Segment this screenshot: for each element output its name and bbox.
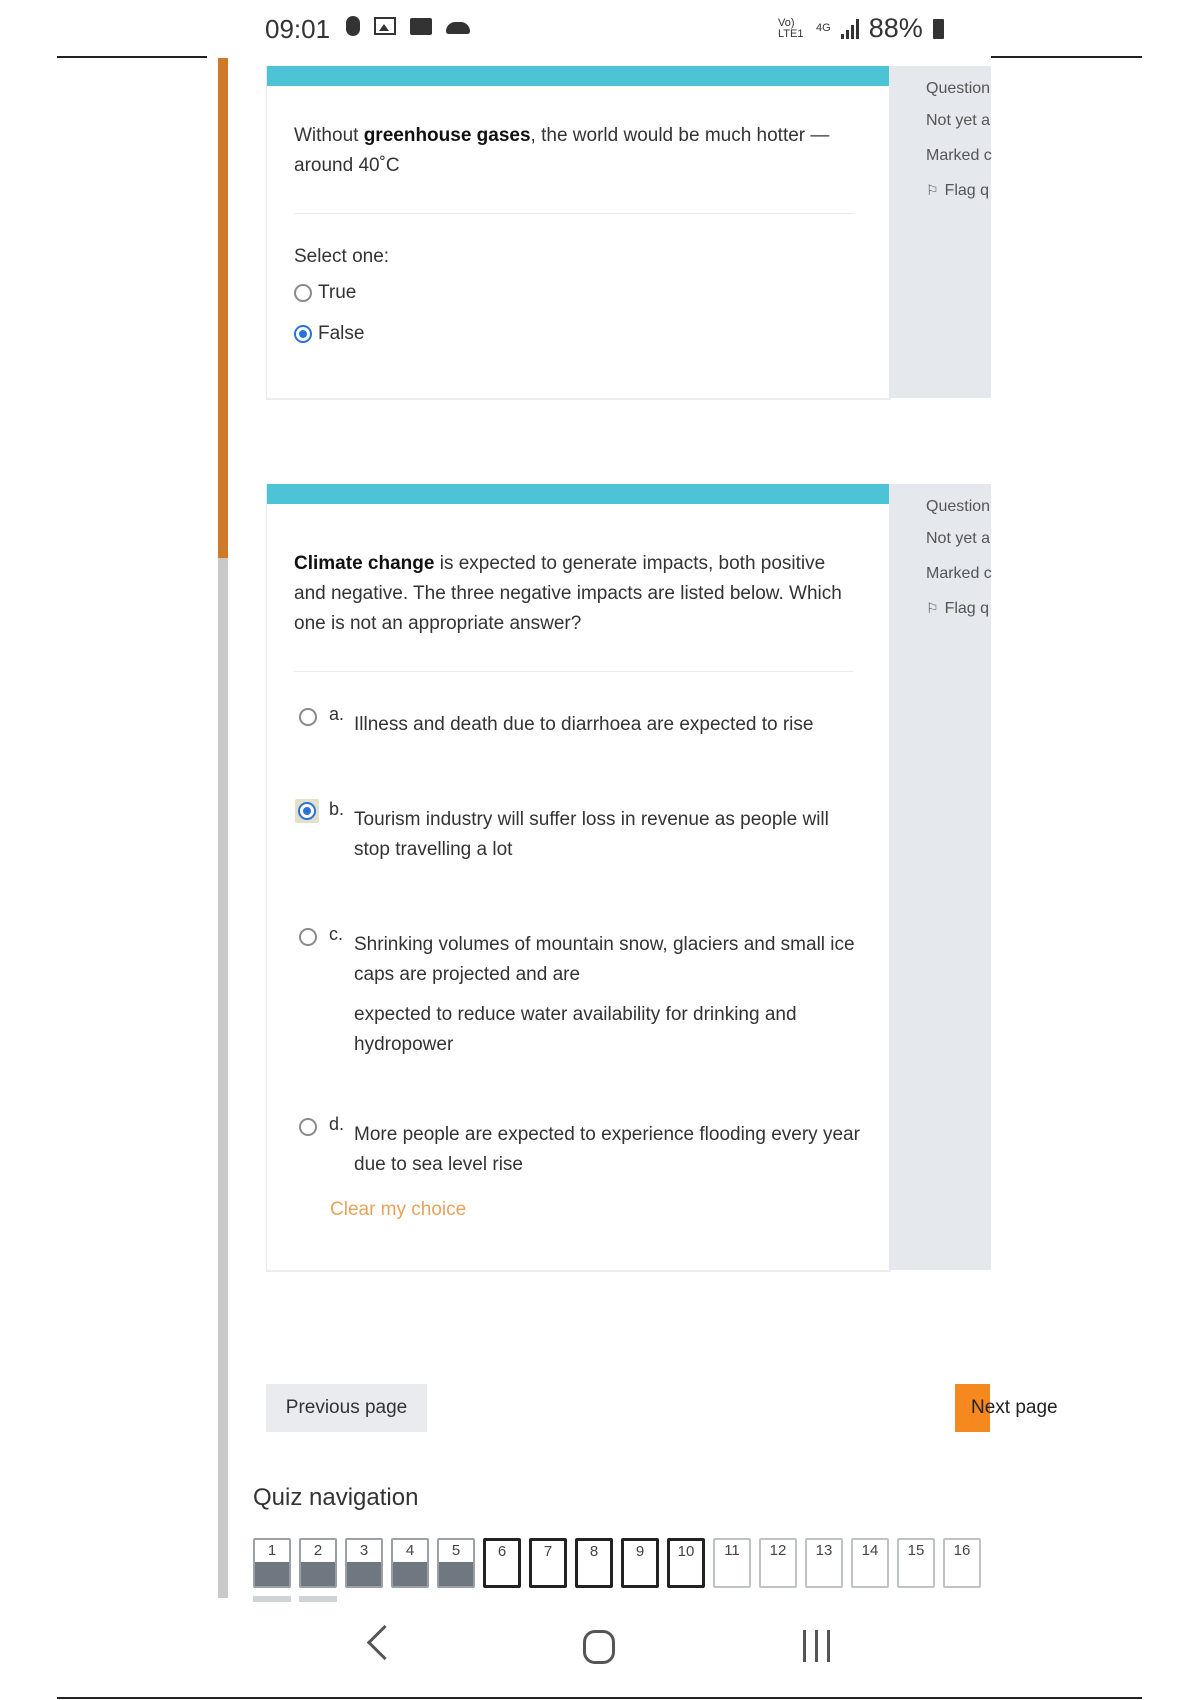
quiz-nav-number: 10 bbox=[677, 1543, 695, 1560]
question-card-1 bbox=[266, 66, 891, 400]
question-state: Not yet a bbox=[926, 530, 991, 547]
previous-page-button[interactable]: Previous page bbox=[266, 1384, 427, 1432]
signal-icon bbox=[841, 19, 859, 39]
answer-text: Shrinking volumes of mountain snow, glaciers and small ice caps are projected and are expected to reduce water availability for drinking and hydropower bbox=[354, 934, 855, 1055]
quiz-nav-question-14[interactable] bbox=[851, 1538, 889, 1588]
quiz-nav-number: 14 bbox=[861, 1542, 879, 1559]
cloud-icon bbox=[446, 22, 470, 34]
clock-time: 09:01 bbox=[265, 14, 331, 44]
notification-icons bbox=[346, 16, 470, 36]
answer-b[interactable] bbox=[299, 799, 859, 869]
quiz-nav-number: 4 bbox=[405, 1542, 415, 1559]
home-icon[interactable] bbox=[583, 1630, 615, 1664]
quiz-nav-number: 7 bbox=[543, 1543, 553, 1560]
question-info-1 bbox=[889, 66, 991, 398]
selected-highlight bbox=[295, 799, 319, 823]
quiz-nav-question-11[interactable] bbox=[713, 1538, 751, 1588]
flag-icon: ⚐ bbox=[926, 600, 939, 616]
quiz-nav-number: 9 bbox=[635, 1543, 645, 1560]
answer-letter: d. bbox=[329, 1114, 345, 1134]
quiz-nav-number: 13 bbox=[815, 1542, 833, 1559]
quiz-nav-question-3[interactable] bbox=[345, 1538, 383, 1588]
battery-icon bbox=[933, 19, 944, 39]
answer-text: Tourism industry will suffer loss in revenue as people will stop travelling a lot bbox=[354, 809, 829, 860]
question-text: Without greenhouse gases, the world would be much hotter — around 40˚C bbox=[294, 125, 830, 176]
answer-text: More people are expected to experience flooding every year due to sea level rise bbox=[354, 1124, 860, 1175]
quiz-nav-question-7[interactable] bbox=[529, 1538, 567, 1588]
quiz-navigation-grid bbox=[253, 1538, 981, 1588]
question-text: Climate change is expected to generate impacts, both positive and negative. The three negative impacts are listed below. Which one is not an appropriate answer? bbox=[294, 553, 842, 634]
quiz-nav-number: 5 bbox=[451, 1542, 461, 1559]
quiz-nav-number: 15 bbox=[907, 1542, 925, 1559]
quiz-nav-number: 12 bbox=[769, 1542, 787, 1559]
question-state: Not yet a bbox=[926, 112, 991, 129]
flag-question-link[interactable]: ⚐ Flag q bbox=[926, 600, 990, 617]
quiz-nav-question-10[interactable] bbox=[667, 1538, 705, 1588]
network-type: 4G bbox=[816, 22, 831, 34]
quiz-nav-question-4[interactable] bbox=[391, 1538, 429, 1588]
answer-c[interactable] bbox=[299, 924, 859, 1064]
quiz-nav-number: 1 bbox=[267, 1542, 277, 1559]
question-marks: Marked c bbox=[926, 147, 992, 164]
divider bbox=[294, 671, 854, 672]
answer-letter: c. bbox=[329, 924, 344, 944]
gallery-icon bbox=[374, 17, 396, 35]
quiz-nav-question-2[interactable] bbox=[299, 1538, 337, 1588]
question-marks: Marked c bbox=[926, 565, 992, 582]
quiz-navigation-title: Quiz navigation bbox=[253, 1484, 419, 1511]
card-accent-bar bbox=[267, 66, 890, 86]
quiz-nav-number: 8 bbox=[589, 1543, 599, 1560]
answer-letter: b. bbox=[329, 799, 345, 819]
question-status-heading: Question bbox=[926, 80, 991, 97]
quiz-nav-number: 6 bbox=[497, 1543, 507, 1560]
radio-c[interactable] bbox=[299, 928, 317, 946]
status-bar bbox=[0, 0, 1200, 56]
flag-icon: ⚐ bbox=[926, 182, 939, 198]
select-one-label: Select one: bbox=[294, 246, 390, 267]
card-accent-bar bbox=[267, 484, 890, 504]
answer-text: Illness and death due to diarrhoea are expected to rise bbox=[354, 714, 814, 735]
radio-b-selected[interactable] bbox=[298, 802, 316, 820]
quiz-nav-question-16[interactable] bbox=[943, 1538, 981, 1588]
bottom-rule bbox=[57, 1697, 1142, 1699]
folder-icon bbox=[410, 18, 432, 35]
quiz-nav-question-5[interactable] bbox=[437, 1538, 475, 1588]
answer-letter: a. bbox=[329, 704, 345, 724]
quiz-nav-question-6[interactable] bbox=[483, 1538, 521, 1588]
option-true[interactable] bbox=[294, 282, 356, 304]
radio-true[interactable] bbox=[294, 284, 312, 302]
quiz-nav-question-9[interactable] bbox=[621, 1538, 659, 1588]
answer-a[interactable] bbox=[299, 704, 859, 744]
top-rule-right bbox=[991, 56, 1142, 58]
next-page-button[interactable]: Next page bbox=[955, 1384, 990, 1432]
question-status-heading: Question bbox=[926, 498, 991, 515]
option-label: True bbox=[318, 282, 357, 303]
top-rule-left bbox=[57, 56, 207, 58]
quiz-nav-question-8[interactable] bbox=[575, 1538, 613, 1588]
quiz-nav-question-13[interactable] bbox=[805, 1538, 843, 1588]
settings-icon bbox=[346, 16, 360, 36]
clear-choice-link[interactable]: Clear my choice bbox=[330, 1199, 467, 1220]
system-indicators bbox=[778, 13, 944, 44]
quiz-nav-question-1[interactable] bbox=[253, 1538, 291, 1588]
radio-d[interactable] bbox=[299, 1118, 317, 1136]
divider bbox=[294, 213, 854, 214]
question-info-2 bbox=[889, 484, 991, 1270]
quiz-nav-number: 11 bbox=[724, 1542, 740, 1559]
quiz-nav-question-15[interactable] bbox=[897, 1538, 935, 1588]
radio-false-selected[interactable] bbox=[294, 325, 312, 343]
quiz-nav-number: 3 bbox=[359, 1542, 369, 1559]
option-false[interactable] bbox=[294, 323, 364, 345]
question-card-2 bbox=[266, 484, 891, 1272]
option-label: False bbox=[318, 323, 365, 344]
answer-d[interactable] bbox=[299, 1114, 859, 1184]
quiz-nav-number: 2 bbox=[313, 1542, 323, 1559]
quiz-nav-number: 16 bbox=[953, 1542, 971, 1559]
battery-level: 88% bbox=[868, 13, 923, 43]
radio-a[interactable] bbox=[299, 708, 317, 726]
recents-icon[interactable] bbox=[803, 1630, 830, 1662]
network-label: Vo) LTE1 bbox=[778, 16, 804, 40]
quiz-nav-question-12[interactable] bbox=[759, 1538, 797, 1588]
flag-question-link[interactable]: ⚐ Flag q bbox=[926, 182, 990, 199]
scroll-thumb[interactable] bbox=[218, 58, 228, 558]
